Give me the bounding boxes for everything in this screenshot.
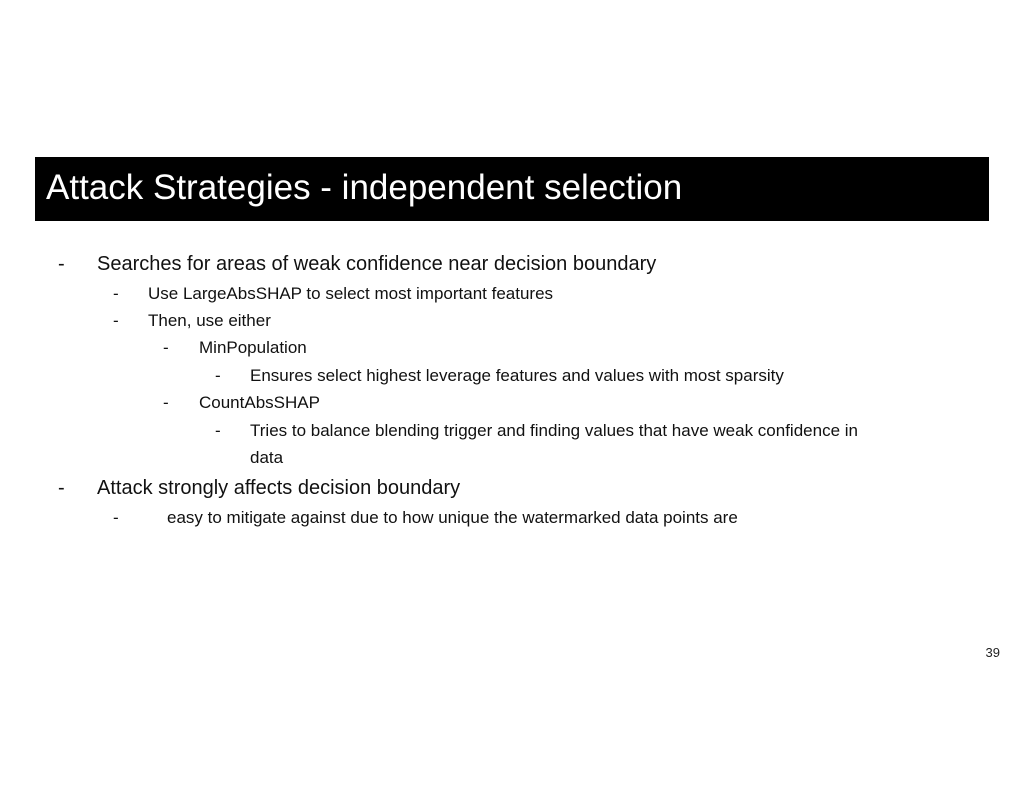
bullet-marker: - <box>215 421 221 440</box>
bullet-text: data <box>250 448 284 467</box>
bullet-text: Use LargeAbsSHAP to select most important features <box>148 284 554 303</box>
slide-title-bar <box>35 157 989 221</box>
slide-title: Attack Strategies - independent selection <box>46 168 683 207</box>
page-number: 39 <box>985 645 1000 660</box>
bullet-marker: - <box>163 393 169 412</box>
bullet-text: Tries to balance blending trigger and finding values that have weak confidence in <box>250 421 858 440</box>
bullet-marker: - <box>215 366 221 385</box>
bullet-marker: - <box>113 284 119 303</box>
bullet-text: easy to mitigate against due to how unique the watermarked data points are <box>167 508 738 527</box>
bullet-text: CountAbsSHAP <box>199 393 320 412</box>
bullet-marker: - <box>113 508 119 527</box>
bullet-marker: - <box>113 311 119 330</box>
bullet-text: Then, use either <box>148 311 271 330</box>
bullet-marker: - <box>58 477 65 499</box>
bullet-text: Searches for areas of weak confidence near decision boundary <box>97 253 657 275</box>
bullet-marker: - <box>58 253 65 275</box>
bullet-text: Attack strongly affects decision boundary <box>97 477 461 499</box>
bullet-marker: - <box>163 338 169 357</box>
bullet-text: Ensures select highest leverage features and values with most sparsity <box>250 366 784 385</box>
bullet-text: MinPopulation <box>199 338 307 357</box>
